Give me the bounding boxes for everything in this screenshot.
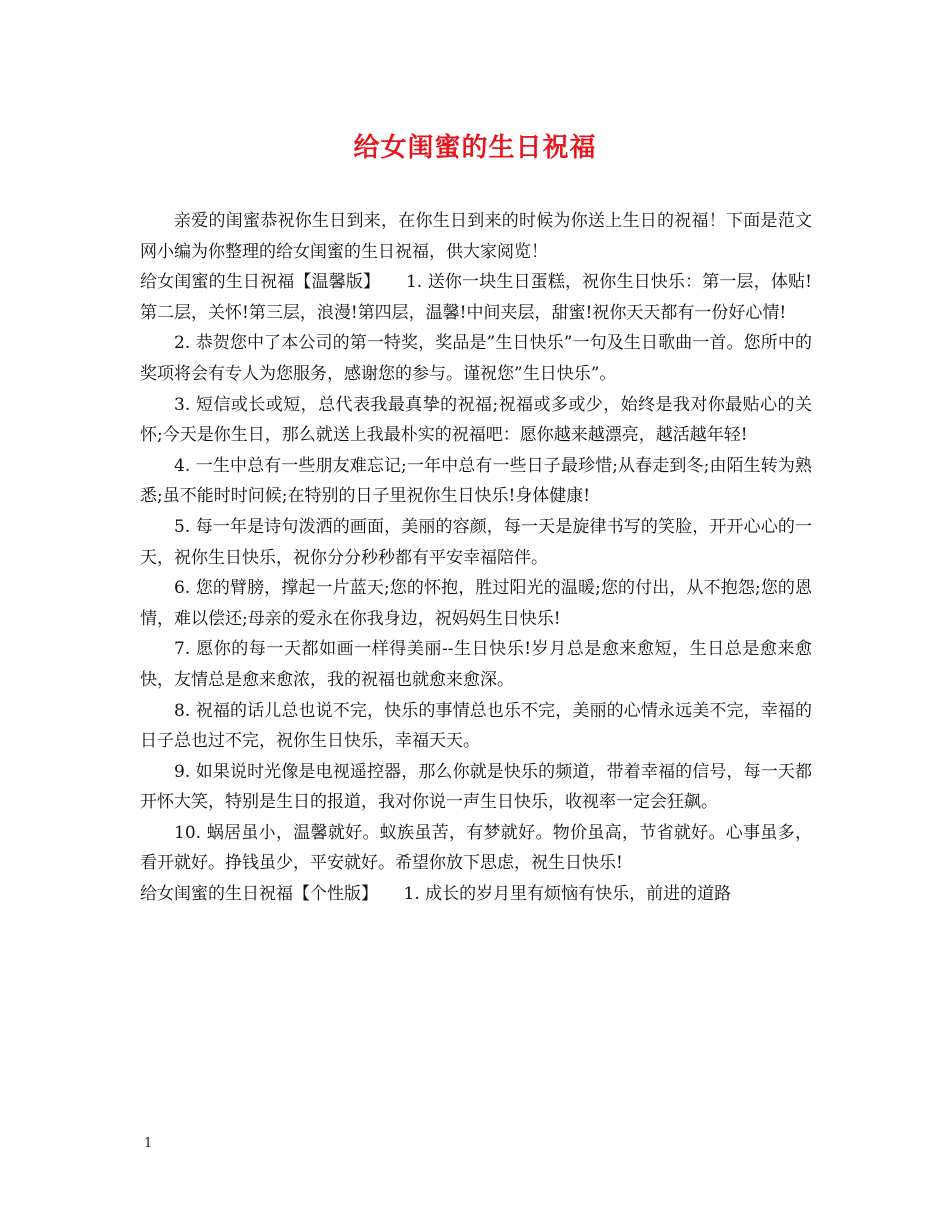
page-title: 给女闺蜜的生日祝福 — [353, 133, 597, 163]
paragraph-item-3: 3. 短信或长或短，总代表我最真挚的祝福;祝福或多或少，始终是我对你最贴心的关怀;今天是你生日，那么就送上我最朴实的祝福吧：愿你越来越漂亮，越活越年轻! — [140, 394, 812, 446]
paragraph-intro: 亲爱的闺蜜恭祝你生日到来，在你生日到来的时候为你送上生日的祝福！下面是范文网小编为你整理的给女闺蜜的生日祝福，供大家阅览！ — [140, 211, 812, 262]
paragraph-item-8: 8. 祝福的话儿总也说不完，快乐的事情总也乐不完，美丽的心情永远美不完，幸福的日子总也过不完，祝你生日快乐，幸福天天。 — [140, 700, 812, 752]
paragraph-item-5: 5. 每一年是诗句泼洒的画面，美丽的容颜，每一天是旋律书写的笑脸，开开心心的一天，祝你生日快乐，祝你分分秒秒都有平安幸福陪伴。 — [140, 516, 812, 568]
paragraph-item-9: 9. 如果说时光像是电视遥控器，那么你就是快乐的频道，带着幸福的信号，每一天都开怀大笑，特别是生日的报道，我对你说一声生日快乐，收视率一定会狂飙。 — [140, 761, 812, 813]
paragraph-section-personal: 给女闺蜜的生日祝福【个性版】 1. 成长的岁月里有烦恼有快乐，前进的道路 — [140, 884, 732, 905]
paragraph-section-warm: 给女闺蜜的生日祝福【温馨版】 1. 送你一块生日蛋糕，祝你生日快乐：第一层，体贴!第二层，关怀!第三层，浪漫!第四层，温馨!中间夹层，甜蜜!祝你天天都有一份好心情! — [140, 272, 812, 323]
paragraph-item-2: 2. 恭贺您中了本公司的第一特奖，奖品是”生日快乐”一句及生日歌曲一首。您所中的奖项将会有专人为您服务，感谢您的参与。谨祝您”生日快乐”。 — [140, 333, 812, 384]
paragraph-item-7: 7. 愿你的每一天都如画一样得美丽--生日快乐!岁月总是愈来愈短，生日总是愈来愈快，友情总是愈来愈浓，我的祝福也就愈来愈深。 — [140, 639, 812, 690]
page-number: 1 — [144, 1136, 153, 1151]
document-body — [140, 206, 812, 910]
paragraph-item-4: 4. 一生中总有一些朋友难忘记;一年中总有一些日子最珍惜;从春走到冬;由陌生转为熟悉;虽不能时时问候;在特别的日子里祝你生日快乐!身体健康! — [140, 455, 812, 507]
paragraph-item-10: 10. 蜗居虽小，温馨就好。蚁族虽苦，有梦就好。物价虽高，节省就好。心事虽多，看开就好。挣钱虽少，平安就好。希望你放下思虑，祝生日快乐! — [140, 822, 812, 874]
paragraph-item-6: 6. 您的臂膀，撑起一片蓝天;您的怀抱，胜过阳光的温暖;您的付出，从不抱怨;您的恩情，难以偿还;母亲的爱永在你我身边，祝妈妈生日快乐! — [140, 578, 812, 629]
